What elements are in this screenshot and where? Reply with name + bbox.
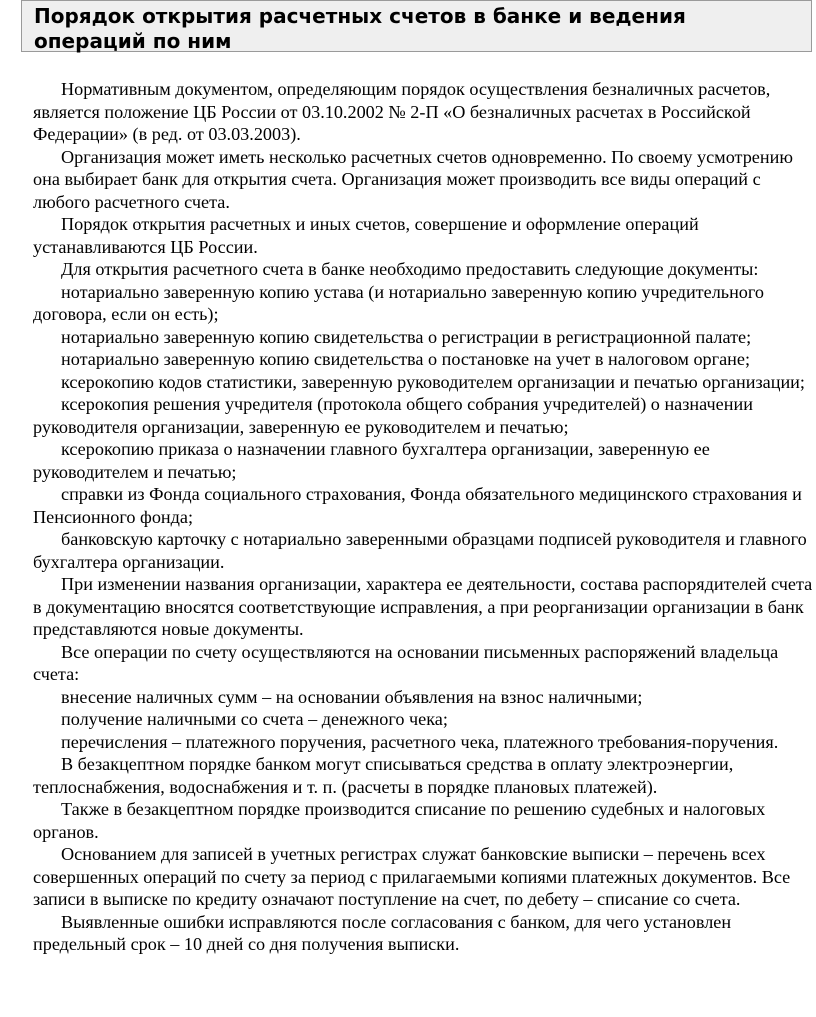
paragraph: Для открытия расчетного счета в банке необходимо предоставить следующие документы:: [61, 259, 759, 279]
paragraph: Нормативным документом, определяющим порядок осуществления безналичных расчетов, является положение ЦБ России от 03.10.2002 № 2-П «О безналичных расчетах в Российской Федерации» (в ред. от 03.03.2003).: [33, 79, 771, 144]
list-item: нотариально заверенную копию свидетельства о постановке на учет в налоговом органе;: [61, 349, 751, 369]
list-item: перечисления – платежного поручения, расчетного чека, платежного требования-поручения.: [61, 731, 779, 752]
paragraph: Все операции по счету осуществляются на основании письменных распоряжений владельца счета:: [33, 641, 779, 684]
list-item: нотариально заверенную копию устава (и нотариально заверенную копию учредительного договора, если он есть);: [33, 281, 765, 324]
list-item: банковскую карточку с нотариально заверенными образцами подписей руководителя и главного бухгалтера организации.: [33, 529, 807, 572]
paragraph: В безакцептном порядке банком могут списываться средства в оплату электроэнергии, теплоснабжения, водоснабжения и т. п. (расчеты в порядке плановых платежей).: [33, 754, 734, 797]
paragraph: Порядок открытия расчетных и иных счетов, совершение и оформление операций устанавливаются ЦБ России.: [33, 214, 699, 257]
list-item: ксерокопию приказа о назначении главного бухгалтера организации, заверенную ее руководителем и печатью;: [33, 439, 710, 482]
title-box: [21, 0, 812, 52]
paragraph: Выявленные ошибки исправляются после согласования с банком, для чего установлен предельный срок – 10 дней со дня получения выписки.: [33, 911, 732, 954]
list-item: нотариально заверенную копию свидетельства о регистрации в регистрационной палате;: [61, 326, 752, 347]
list-item: внесение наличных сумм – на основании объявления на взнос наличными;: [61, 686, 643, 707]
document-body: [33, 78, 815, 956]
paragraph: Организация может иметь несколько расчетных счетов одновременно. По своему усмотрению она выбирает банк для открытия счета. Организация может производить все виды операций с любого расчетного счета.: [33, 146, 793, 212]
list-item: ксерокопия решения учредителя (протокола общего собрания учредителей) о назначении руководителя организации, заверенную ее руководителем и печатью;: [33, 394, 753, 437]
page-title: Порядок открытия расчетных счетов в банке и ведения операций по ним: [34, 4, 686, 53]
paragraph: Основанием для записей в учетных регистрах служат банковские выписки – перечень всех совершенных операций по счету за период с прилагаемыми копиями платежных документов. Все записи в выписке по кредиту означают поступление на счет, по дебету – списание со счета.: [33, 844, 791, 909]
paragraph: Также в безакцептном порядке производится списание по решению судебных и налоговых органов.: [33, 799, 766, 842]
list-item: получение наличными со счета – денежного чека;: [61, 709, 448, 729]
list-item: справки из Фонда социального страхования, Фонда обязательного медицинского страхования и Пенсионного фонда;: [33, 484, 802, 527]
list-item: ксерокопию кодов статистики, заверенную руководителем организации и печатью организации;: [61, 371, 805, 392]
paragraph: При изменении названия организации, характера ее деятельности, состава распорядителей счета в документацию вносятся соответствующие исправления, а при реорганизации организации в банк представляются новые документы.: [33, 574, 813, 639]
